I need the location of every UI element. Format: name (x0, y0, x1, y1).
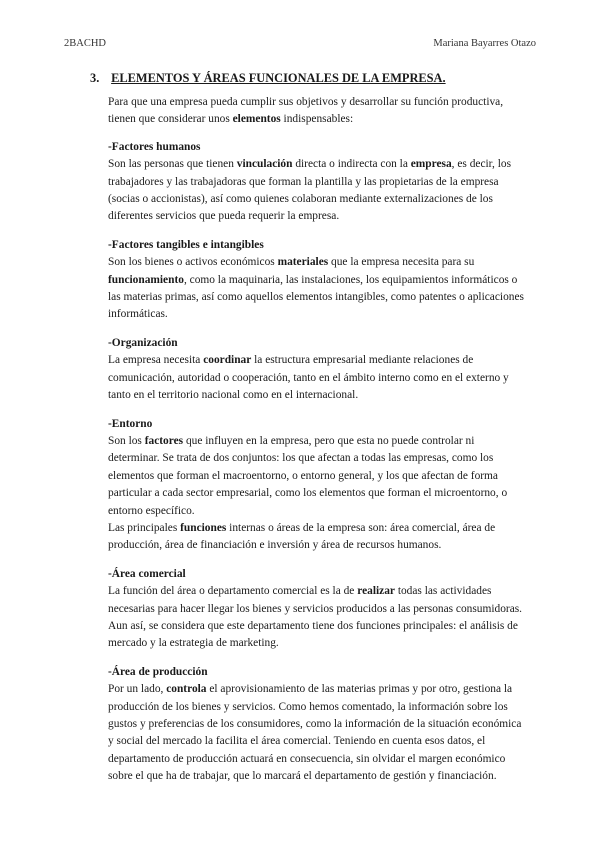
block-heading: -Factores humanos (108, 140, 201, 153)
header-author: Mariana Bayarres Otazo (433, 38, 536, 49)
block-heading: -Organización (108, 336, 178, 349)
bold-term: factores (144, 434, 184, 447)
block-paragraph (108, 433, 528, 520)
section-block (108, 416, 528, 555)
block-paragraph (108, 520, 528, 555)
intro-paragraph (108, 94, 528, 129)
section-title-text: ELEMENTOS Y ÁREAS FUNCIONALES DE LA EMPRESA. (111, 71, 446, 85)
block-paragraph (108, 681, 528, 785)
section-block (108, 139, 528, 226)
text-run: todas las actividades necesarias para hacer llegar los bienes y servicios producidos a las personas consumidoras. Aun así, se considera que este departamento tiene dos funciones principales: el análisis de mercado y la estrategia de marketing. (108, 585, 523, 650)
text-run: internas o áreas de la empresa son: área comercial, área de producción, área de financiación e inversión y área de recursos humanos. (108, 521, 496, 552)
section-block (108, 335, 528, 405)
section-blocks (108, 139, 528, 786)
text-run: directa o indirecta con la (292, 158, 411, 171)
bold-term: elementos (232, 113, 281, 126)
bold-term: coordinar (203, 354, 252, 367)
text-run: la estructura empresarial mediante relaciones de comunicación, autoridad o cooperación, tanto en el ámbito interno como en el externo y tanto en el territorio nacional como en el internacional. (108, 354, 509, 402)
bold-term: materiales (277, 256, 329, 269)
bold-term: funcionamiento (108, 273, 184, 286)
text-run: La función del área o departamento comercial es la de (108, 585, 358, 598)
header-course: 2BACHD (64, 38, 107, 49)
block-paragraph (108, 583, 528, 653)
text-run: Para que una empresa pueda cumplir sus objetivos y desarrollar su función productiva, tienen que considerar unos (108, 96, 504, 126)
section-block (108, 566, 528, 653)
section-number: 3. (90, 71, 100, 85)
bold-term: funciones (180, 521, 227, 534)
block-paragraph (108, 156, 528, 226)
text-run: , es decir, los trabajadores y las trabajadoras que forman la plantilla y las propietarias de la empresa (socias o accionistas), así como quienes colaboran mediante externalizaciones de los diferentes servicios que pueda requerir la empresa. (108, 158, 511, 223)
text-run: que la empresa necesita para su (328, 256, 475, 269)
bold-term: empresa (410, 158, 452, 171)
text-run: que influyen en la empresa, pero que esta no puede controlar ni determinar. Se trata de dos conjuntos: los que afectan a todas las empresas, como los elementos que forman el macroentorno, o entorno general, y los que afectan de forma particular a cada sector empresarial, como los elementos que forman el microentorno, o entorno específico. (108, 434, 508, 517)
text-run: Son los bienes o activos económicos (108, 256, 278, 269)
block-heading: -Factores tangibles e intangibles (108, 238, 264, 251)
text-run: Por un lado, (108, 683, 167, 696)
section-title (90, 71, 550, 86)
text-run: el aprovisionamiento de las materias primas y por otro, gestiona la producción de los bienes y servicios. Como hemos comentado, la información sobre los gustos y preferencias de los consumidores, como la información de la situación económica y social del mercado la facilita el área comercial. Teniendo en cuenta esos datos, el departamento de producción actuará en consecuencia, sin olvidar el margen económico sobre el que ha de trabajar, que lo marcará el departamento de gestión y financiación. (108, 683, 522, 783)
text-run: La empresa necesita (108, 354, 204, 367)
block-paragraph (108, 352, 528, 404)
block-heading: -Área comercial (108, 567, 186, 580)
block-heading: -Entorno (108, 417, 153, 430)
block-paragraph (108, 254, 528, 324)
section-block (108, 664, 528, 786)
text-run: Son los (108, 434, 145, 447)
block-heading: -Área de producción (108, 665, 208, 678)
document-body (108, 94, 528, 797)
bold-term: controla (166, 683, 207, 696)
bold-term: vinculación (236, 158, 293, 171)
text-run: , como la maquinaria, las instalaciones, los equipamientos informáticos o las materias primas, así como aquellos elementos intangibles, como patentes o aplicaciones informáticas. (108, 273, 524, 321)
text-run: Las principales (108, 521, 181, 534)
bold-term: realizar (357, 585, 395, 598)
text-run: Son las personas que tienen (108, 158, 237, 171)
section-block (108, 237, 528, 324)
text-run: indispensables: (280, 113, 354, 126)
